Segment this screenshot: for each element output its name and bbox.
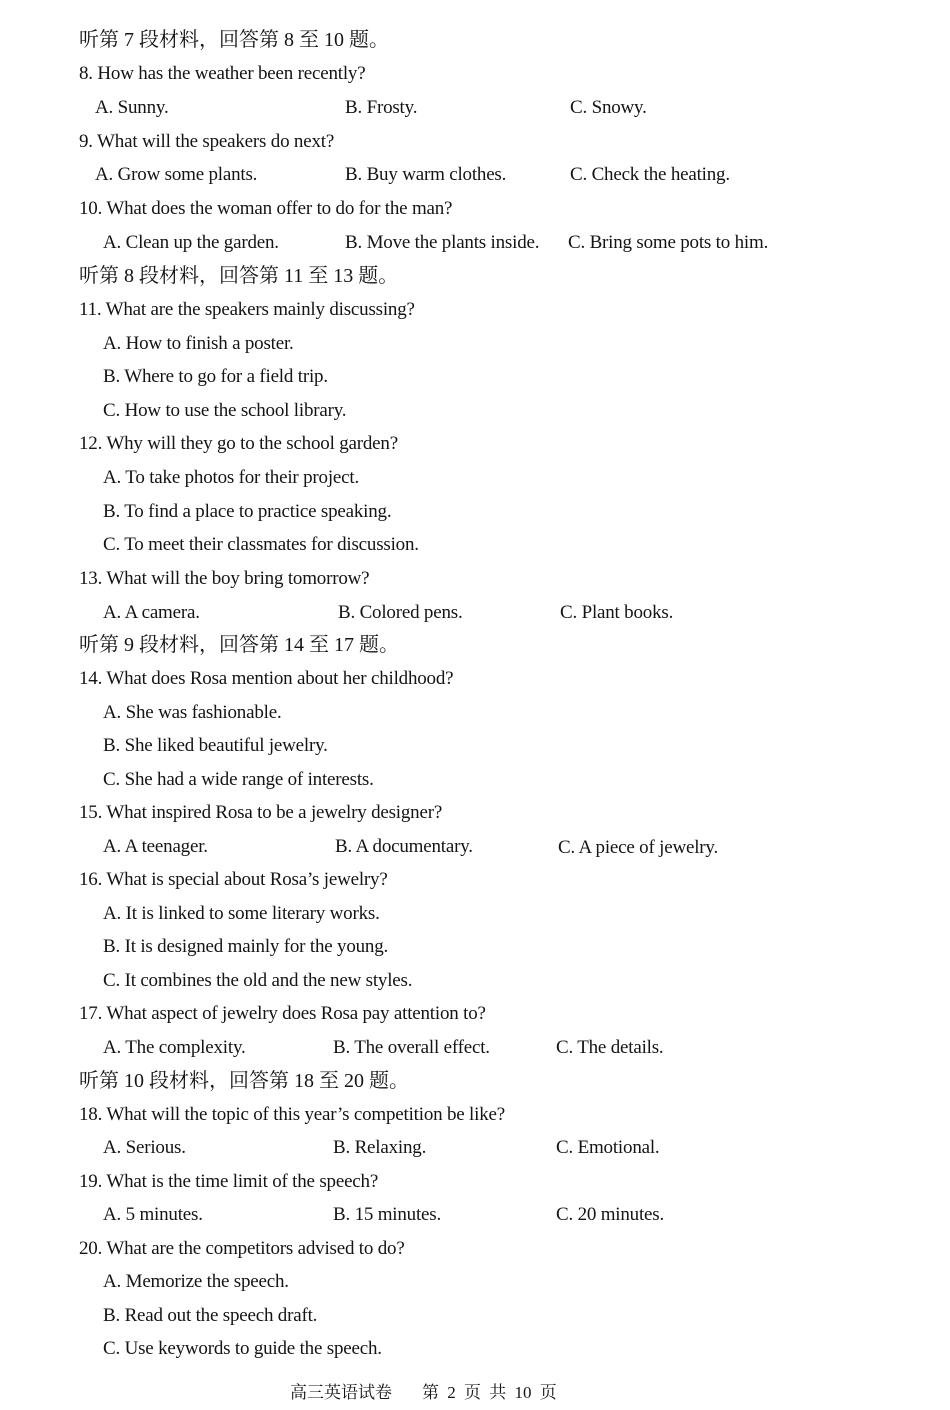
question-9-option-b: B. Buy warm clothes. — [345, 164, 507, 185]
question-15-stem: 15. What inspired Rosa to be a jewelry designer? — [79, 802, 443, 823]
question-20-stem: 20. What are the competitors advised to do? — [79, 1238, 405, 1259]
question-13-option-b: B. Colored pens. — [338, 602, 463, 623]
section-heading: 听第 9 段材料，回答第 14 至 17 题。 — [79, 634, 399, 656]
question-11-stem: 11. What are the speakers mainly discussing? — [79, 299, 415, 320]
question-16-stem: 16. What is special about Rosa’s jewelry? — [79, 869, 388, 890]
question-12-stem: 12. Why will they go to the school garden? — [79, 433, 398, 454]
question-15-option-c: C. A piece of jewelry. — [558, 837, 719, 858]
question-16-option-b: B. It is designed mainly for the young. — [103, 936, 389, 957]
question-12-option-b: B. To find a place to practice speaking. — [103, 501, 392, 522]
question-8-option-a: A. Sunny. — [95, 97, 169, 118]
question-14-option-c: C. She had a wide range of interests. — [103, 769, 374, 790]
question-15-option-b: B. A documentary. — [335, 836, 473, 857]
question-17-option-c: C. The details. — [556, 1037, 664, 1058]
exam-title: 高三英语试卷 — [290, 1383, 392, 1402]
question-9-stem: 9. What will the speakers do next? — [79, 131, 335, 152]
question-12-option-c: C. To meet their classmates for discussion. — [103, 534, 419, 555]
question-13-option-c: C. Plant books. — [560, 602, 674, 623]
question-13-option-a: A. A camera. — [103, 602, 200, 623]
question-9-option-a: A. Grow some plants. — [95, 164, 258, 185]
question-11-option-a: A. How to finish a poster. — [103, 333, 294, 354]
question-19-stem: 19. What is the time limit of the speech? — [79, 1171, 379, 1192]
question-12-option-a: A. To take photos for their project. — [103, 467, 359, 488]
section-heading: 听第 8 段材料，回答第 11 至 13 题。 — [79, 265, 399, 287]
page-footer — [0, 1381, 950, 1405]
question-11-option-c: C. How to use the school library. — [103, 400, 347, 421]
question-20-option-c: C. Use keywords to guide the speech. — [103, 1338, 382, 1359]
question-16-option-a: A. It is linked to some literary works. — [103, 903, 380, 924]
question-17-stem: 17. What aspect of jewelry does Rosa pay attention to? — [79, 1003, 486, 1024]
page-number: 第 2 页 共 10 页 — [422, 1383, 557, 1402]
question-20-option-a: A. Memorize the speech. — [103, 1271, 289, 1292]
section-heading: 听第 7 段材料，回答第 8 至 10 题。 — [79, 29, 389, 51]
question-14-stem: 14. What does Rosa mention about her childhood? — [79, 668, 454, 689]
question-18-option-c: C. Emotional. — [556, 1137, 660, 1158]
question-10-option-a: A. Clean up the garden. — [103, 232, 279, 253]
question-18-option-a: A. Serious. — [103, 1137, 186, 1158]
question-18-option-b: B. Relaxing. — [333, 1137, 427, 1158]
question-10-option-c: C. Bring some pots to him. — [568, 232, 769, 253]
question-16-option-c: C. It combines the old and the new styles. — [103, 970, 413, 991]
question-17-option-a: A. The complexity. — [103, 1037, 246, 1058]
question-20-option-b: B. Read out the speech draft. — [103, 1305, 318, 1326]
question-19-option-b: B. 15 minutes. — [333, 1204, 442, 1225]
question-10-stem: 10. What does the woman offer to do for the man? — [79, 198, 453, 219]
question-11-option-b: B. Where to go for a field trip. — [103, 366, 328, 387]
question-19-option-a: A. 5 minutes. — [103, 1204, 203, 1225]
question-18-stem: 18. What will the topic of this year’s competition be like? — [79, 1104, 505, 1125]
question-13-stem: 13. What will the boy bring tomorrow? — [79, 568, 370, 589]
section-heading: 听第 10 段材料，回答第 18 至 20 题。 — [79, 1070, 409, 1092]
question-14-option-a: A. She was fashionable. — [103, 702, 282, 723]
question-8-option-c: C. Snowy. — [570, 97, 647, 118]
question-8-stem: 8. How has the weather been recently? — [79, 63, 366, 84]
question-9-option-c: C. Check the heating. — [570, 164, 730, 185]
question-17-option-b: B. The overall effect. — [333, 1037, 490, 1058]
question-14-option-b: B. She liked beautiful jewelry. — [103, 735, 328, 756]
question-8-option-b: B. Frosty. — [345, 97, 418, 118]
question-19-option-c: C. 20 minutes. — [556, 1204, 665, 1225]
question-15-option-a: A. A teenager. — [103, 836, 208, 857]
question-10-option-b: B. Move the plants inside. — [345, 232, 540, 253]
